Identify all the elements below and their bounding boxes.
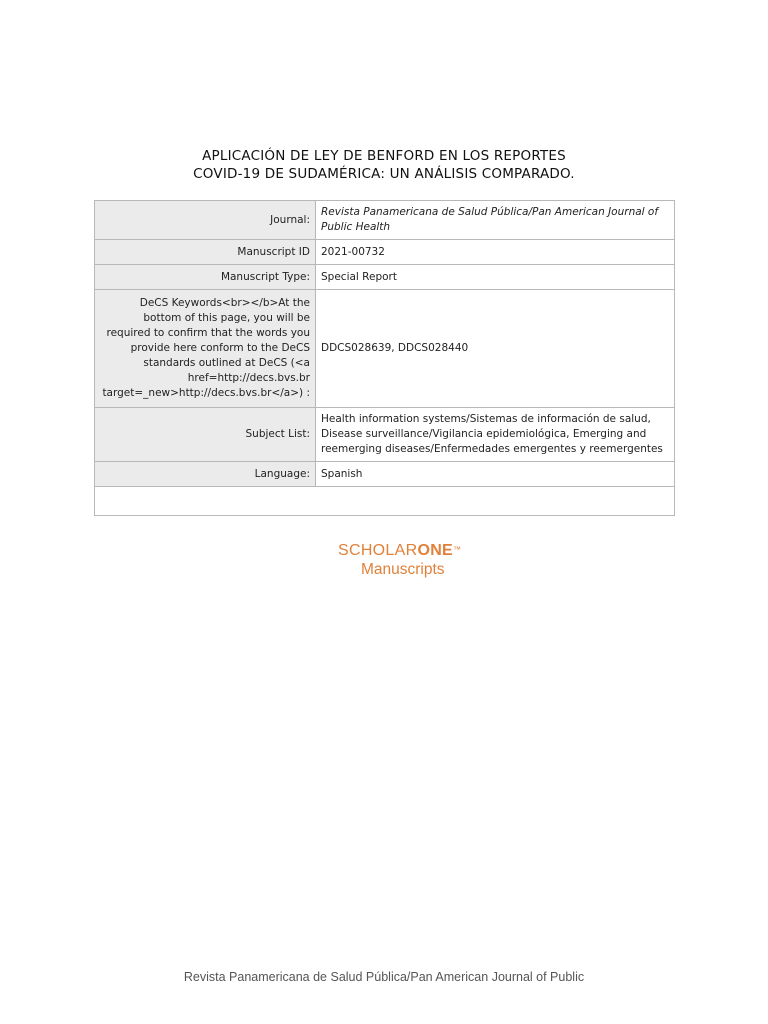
manuscript-info-table [94, 200, 675, 516]
manuscript-type-value: Special Report [316, 265, 675, 290]
table-row-language [95, 462, 675, 487]
subject-list-label: Subject List: [95, 408, 316, 462]
table-row-empty [95, 487, 675, 516]
scholarone-logo [338, 542, 461, 580]
title-line-2: COVID-19 DE SUDAMÉRICA: UN ANÁLISIS COMPARADO. [193, 166, 575, 182]
page-footer: Revista Panamericana de Salud Pública/Pan American Journal of Public [183, 970, 585, 984]
language-label: Language: [95, 462, 316, 487]
journal-value: Revista Panamericana de Salud Pública/Pan American Journal of Public Health [316, 201, 675, 240]
empty-cell [95, 487, 675, 516]
language-value: Spanish [316, 462, 675, 487]
logo-brand-one: ONE [417, 542, 454, 559]
manuscript-id-label: Manuscript ID [95, 240, 316, 265]
table-row-subject-list [95, 408, 675, 462]
table-row-manuscript-id [95, 240, 675, 265]
table-row-decs-keywords [95, 290, 675, 408]
logo-brand [338, 542, 461, 560]
manuscript-id-value: 2021-00732 [316, 240, 675, 265]
decs-keywords-value: DDCS028639, DDCS028440 [316, 290, 675, 408]
title-line-1: APLICACIÓN DE LEY DE BENFORD EN LOS REPORTES [202, 148, 566, 164]
logo-trademark: ™ [453, 545, 462, 554]
subject-list-value: Health information systems/Sistemas de información de salud, Disease surveillance/Vigilancia epidemiológica, Emerging and reemerging diseases/Enfermedades emergentes y reemergentes [316, 408, 675, 462]
manuscript-type-label: Manuscript Type: [95, 265, 316, 290]
decs-keywords-label: DeCS Keywords<br></b>At the bottom of this page, you will be required to confirm that the words you provide here conform to the DeCS standards outlined at DeCS (<a href=http://decs.bvs.br target=_new>http://decs.bvs.br</a>) : [95, 290, 316, 408]
logo-subtitle: Manuscripts [361, 561, 445, 578]
logo-brand-scholar: SCHOLAR [338, 542, 418, 559]
table-row-manuscript-type [95, 265, 675, 290]
table-row-journal [95, 201, 675, 240]
journal-label: Journal: [95, 201, 316, 240]
manuscript-title [0, 147, 768, 183]
